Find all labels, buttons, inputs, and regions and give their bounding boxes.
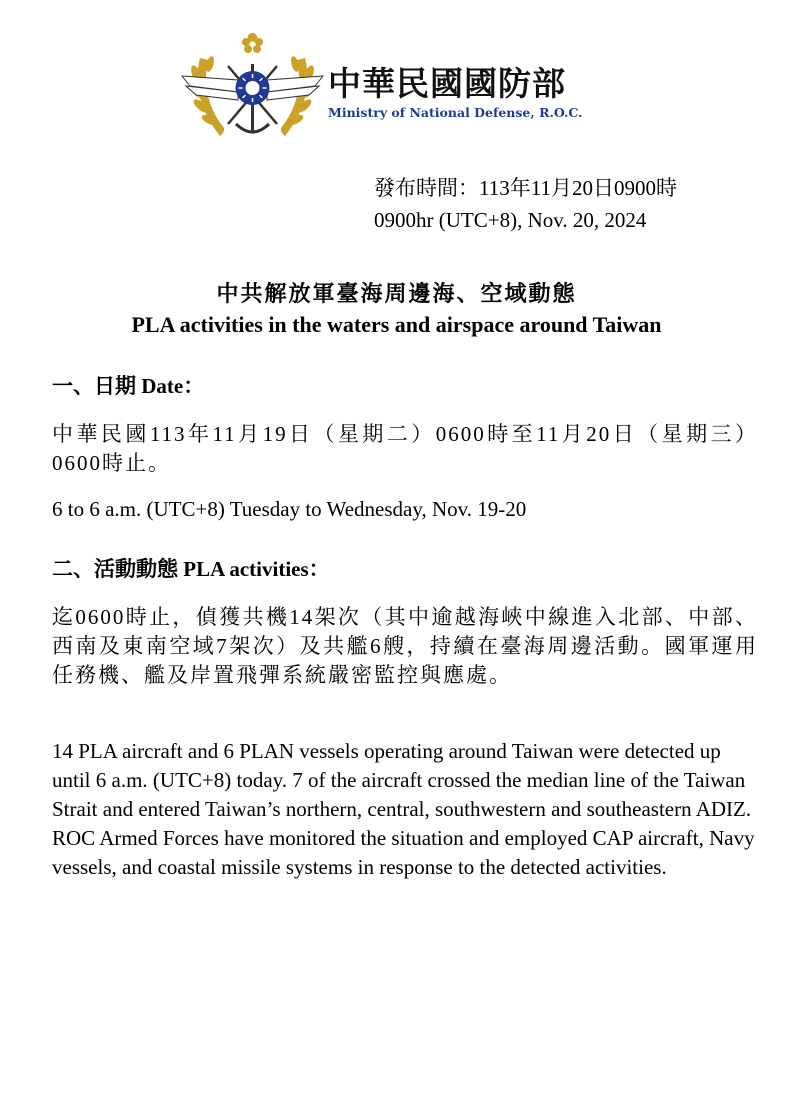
section-date-en: 6 to 6 a.m. (UTC+8) Tuesday to Wednesday, Nov. 19-20: [52, 497, 527, 521]
section-activities-zh: 迄0600時止，偵獲共機14架次（其中逾越海峽中線進入北部、中部、西南及東南空域7架次）及共艦6艘，持續在臺海周邊活動。國軍運用任務機、艦及岸置飛彈系統嚴密監控與應處。: [52, 605, 758, 687]
title-en: PLA activities in the waters and airspace around Taiwan: [131, 312, 662, 337]
section-activities-en: 14 PLA aircraft and 6 PLAN vessels operating around Taiwan were detected up until 6 a.m. (UTC+8) today. 7 of the aircraft crossed the median line of the Taiwan Strait and entered Taiwan’s northern, central, southwestern and southeastern ADIZ. ROC Armed Forces have monitored the situation and employed CAP aircraft, Navy vessels, and coastal missile systems in response to the detected activities.: [52, 739, 755, 879]
section-date-heading: 一、日期 Date：: [52, 374, 205, 398]
ministry-name-zh: 中華民國國防部: [328, 64, 566, 103]
document-title: [0, 278, 793, 340]
ministry-emblem-icon: [180, 28, 325, 146]
ministry-header: [180, 28, 630, 148]
release-time-zh: 發布時間：113年11月20日0900時: [374, 176, 677, 200]
section-date-zh: 中華民國113年11月19日（星期二）0600時至11月20日（星期三）0600時止。: [52, 422, 758, 475]
title-zh: 中共解放軍臺海周邊海、空域動態: [216, 281, 577, 306]
release-time: [374, 172, 677, 236]
ministry-name-en: Ministry of National Defense, R.O.C.: [328, 105, 583, 120]
section-activities-heading: 二、活動動態 PLA activities：: [52, 557, 330, 581]
release-time-en: 0900hr (UTC+8), Nov. 20, 2024: [374, 208, 647, 232]
